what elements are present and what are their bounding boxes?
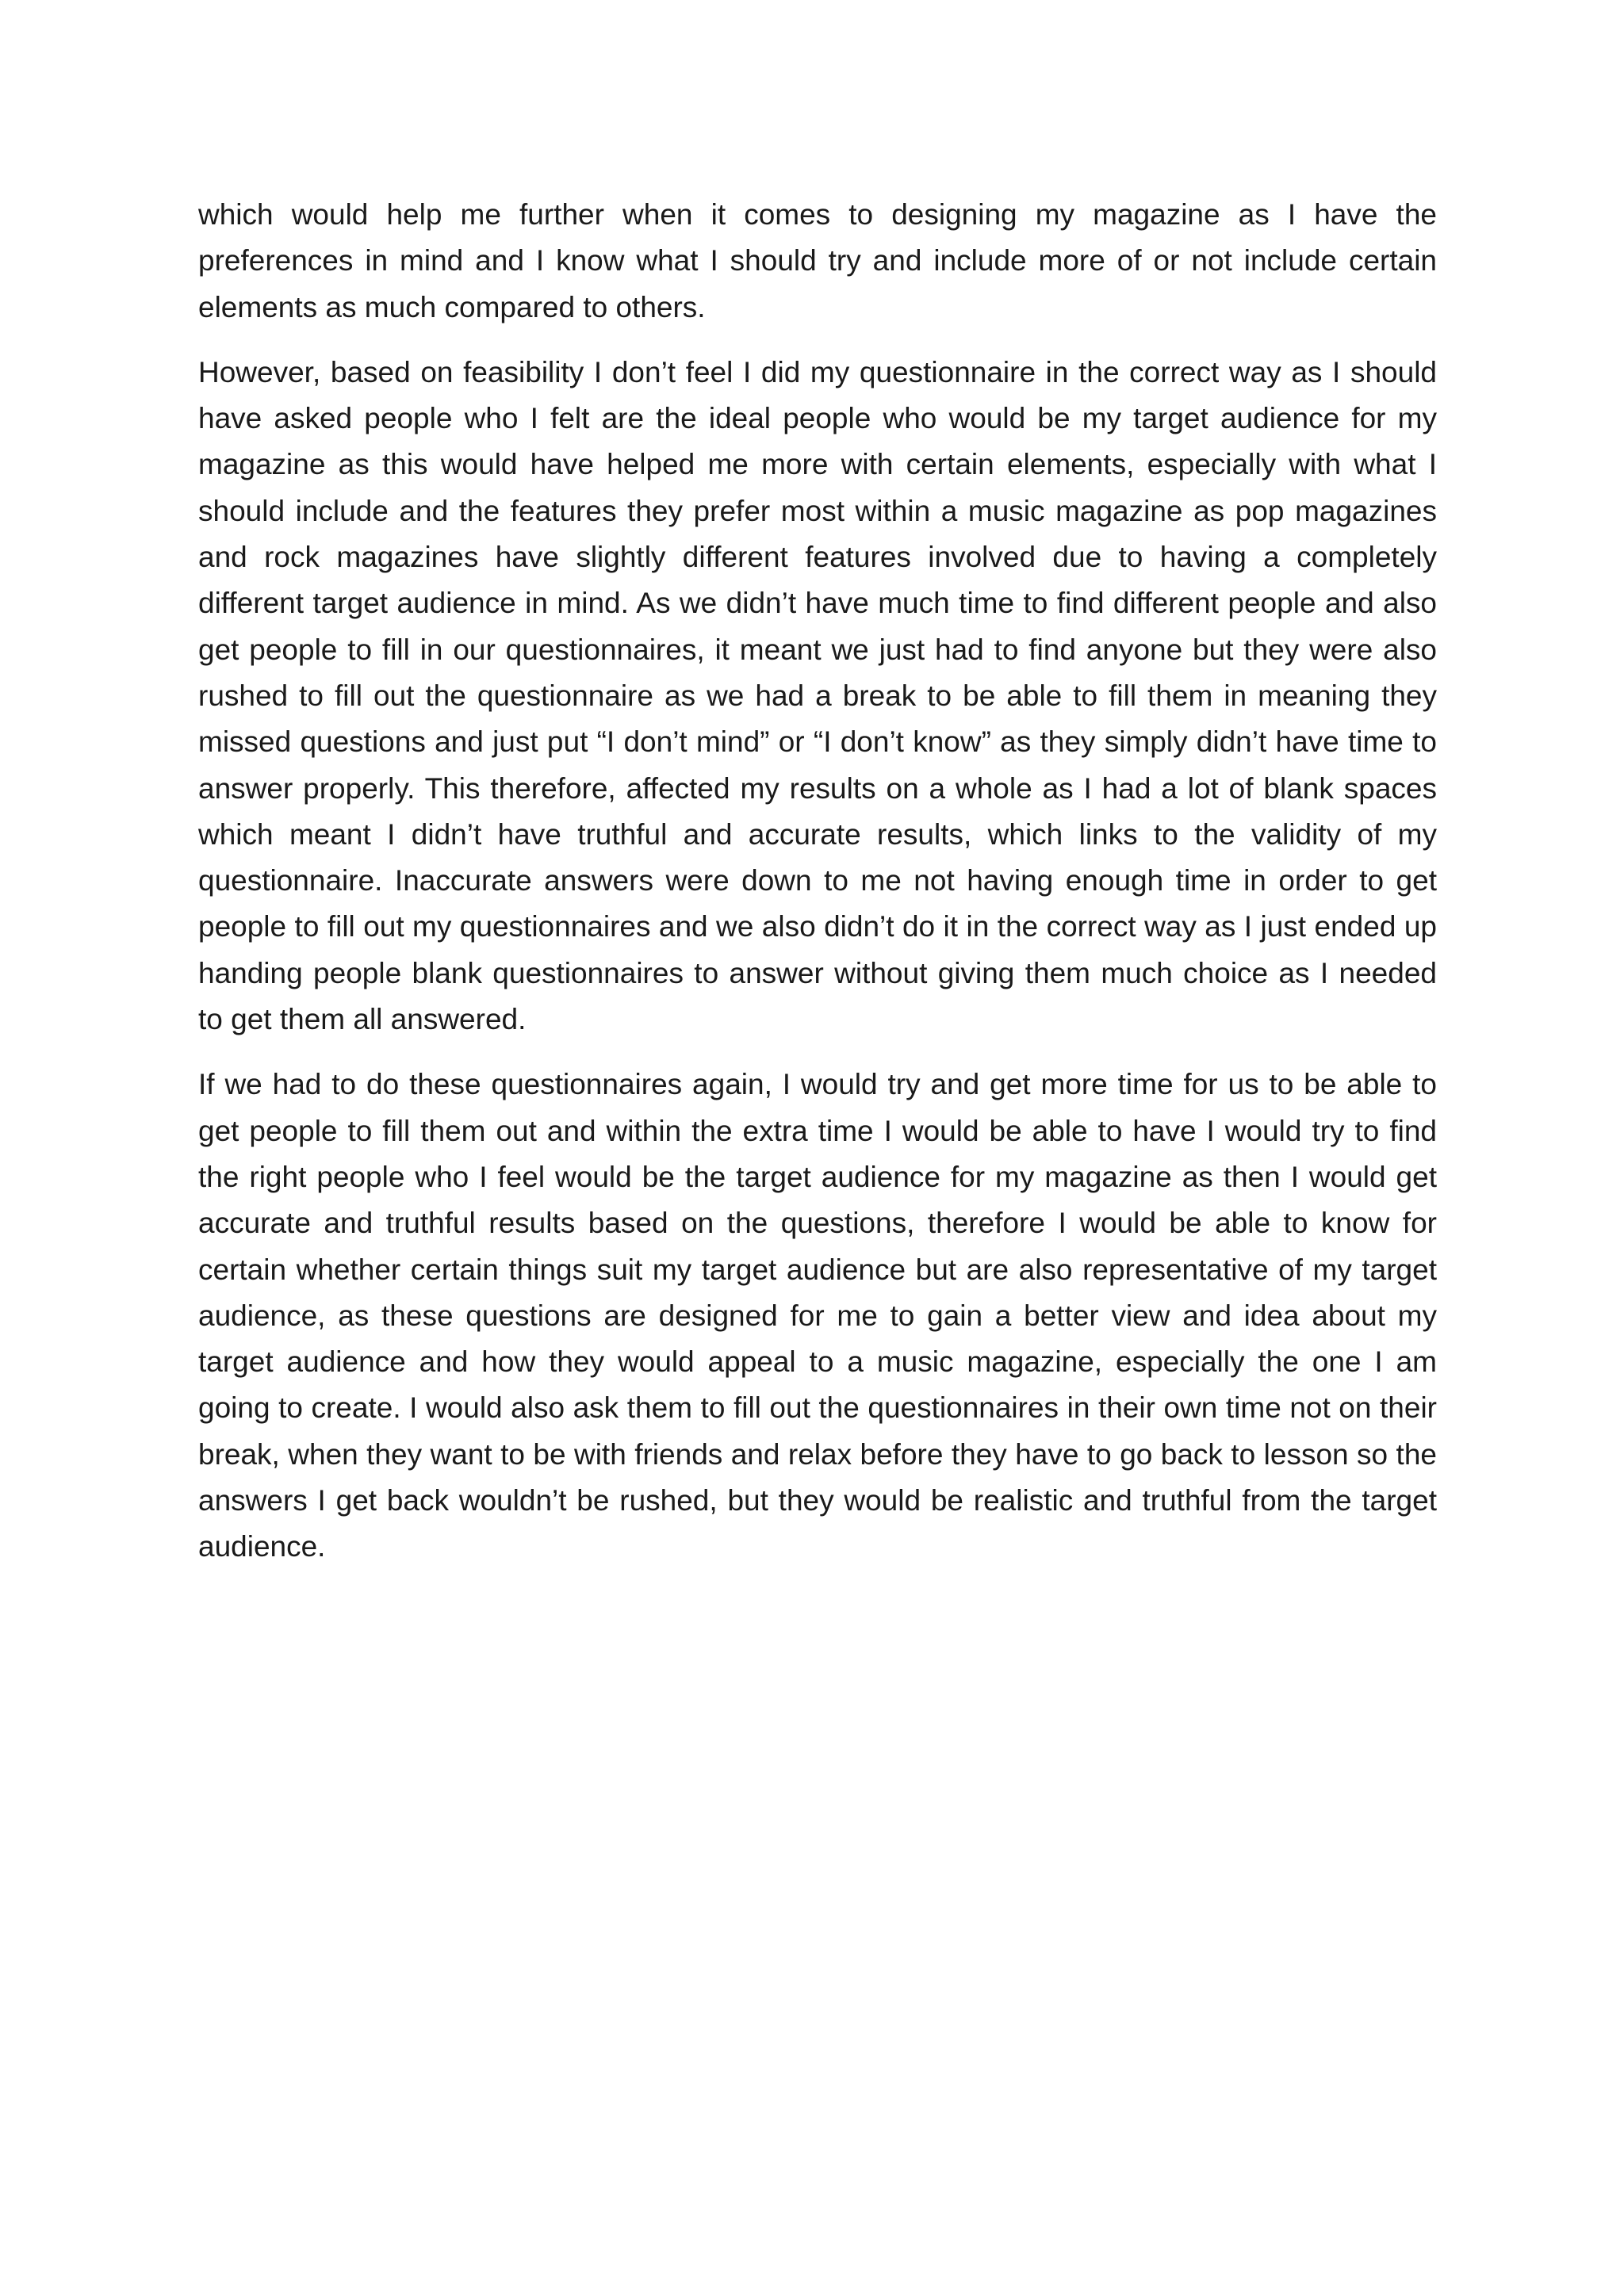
paragraph-3: If we had to do these questionnaires again, I would try and get more time for us to be able to get people to fill them out and within the extra time I would be able to have I would try to find the right people who I feel would be the target audience for my magazine as then I would get accurate and truthful results based on the questions, therefore I would be able to know for certain whether certain things suit my target audience but are also representative of my target audience, as these questions are designed for me to gain a better view and idea about my target audience and how they would appeal to a music magazine, especially the one I am going to create. I would also ask them to fill out the questionnaires in their own time not on their break, when they want to be with friends and relax before they have to go back to lesson so the answers I get back wouldn’t be rushed, but they would be realistic and truthful from the target audience. [198, 1068, 1437, 1563]
document-body [198, 192, 1437, 1590]
paragraph-1: which would help me further when it comes to designing my magazine as I have the preferences in mind and I know what I should try and include more of or not include certain elements as much compared to others. [198, 198, 1437, 323]
paragraph-2: However, based on feasibility I don’t feel I did my questionnaire in the correct way as I should have asked people who I felt are the ideal people who would be my target audience for my magazine as this would have helped me more with certain elements, especially with what I should include and the features they prefer most within a music magazine as pop magazines and rock magazines have slightly different features involved due to having a completely different target audience in mind. As we didn’t have much time to find different people and also get people to fill in our questionnaires, it meant we just had to find anyone but they were also rushed to fill out the questionnaire as we had a break to be able to fill them in meaning they missed questions and just put “I don’t mind” or “I don’t know” as they simply didn’t have time to answer properly. This therefore, affected my results on a whole as I had a lot of blank spaces which meant I didn’t have truthful and accurate results, which links to the validity of my questionnaire. Inaccurate answers were down to me not having enough time in order to get people to fill out my questionnaires and we also didn’t do it in the correct way as I just ended up handing people blank questionnaires to answer without giving them much choice as I needed to get them all answered. [198, 355, 1437, 1036]
